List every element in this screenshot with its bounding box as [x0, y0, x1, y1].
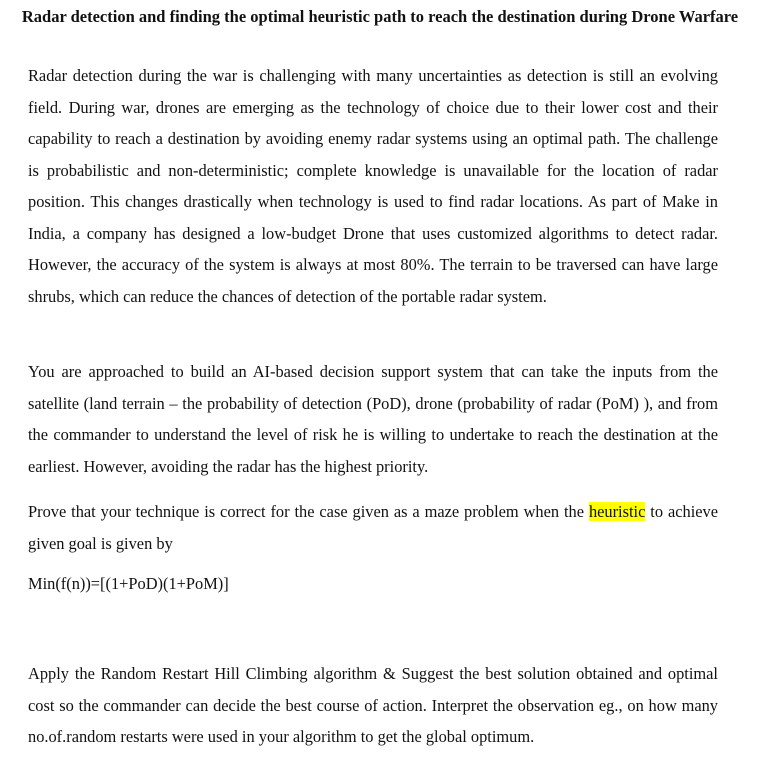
paragraph-heuristic-after: to achieve given goal is given by	[28, 502, 718, 553]
paragraph-context: Radar detection during the war is challenging with many uncertainties as detection is still an evolving field. During war, drones are emerging as the technology of choice due to their lower cost and their capability to reach a destination by avoiding enemy radar systems using an optimal path. The challenge is probabilistic and non-deterministic; complete knowledge is unavailable for the location of radar position. This changes drastically when technology is used to find radar locations. As part of Make in India, a company has designed a low-budget Drone that uses customized algorithms to detect radar. However, the accuracy of the system is always at most 80%. The terrain to be traversed can have large shrubs, which can reduce the chances of detection of the portable radar system.	[28, 66, 718, 306]
paragraph-task: You are approached to build an AI-based decision support system that can take the inputs from the satellite (land terrain – the probability of detection (PoD), drone (probability of radar (PoM) ), and from the commander to understand the level of risk he is willing to undertake to reach the destination at the earliest. However, avoiding the radar has the highest priority.	[28, 362, 718, 476]
document-title: Radar detection and finding the optimal heuristic path to reach the destination during Drone Warfare	[21, 7, 739, 26]
paragraph-heuristic-before: Prove that your technique is correct for the case given as a maze problem when the	[28, 502, 589, 521]
paragraph-instructions: Apply the Random Restart Hill Climbing algorithm & Suggest the best solution obtained and optimal cost so the commander can decide the best course of action. Interpret the observation eg., on how many no.of.random restarts were used in your algorithm to get the global optimum.	[28, 664, 718, 746]
heuristic-formula: Min(f(n))=[(1+PoD)(1+PoM)]	[28, 574, 229, 593]
paragraph-heuristic	[28, 496, 718, 559]
highlighted-word-heuristic: heuristic	[588, 502, 646, 521]
